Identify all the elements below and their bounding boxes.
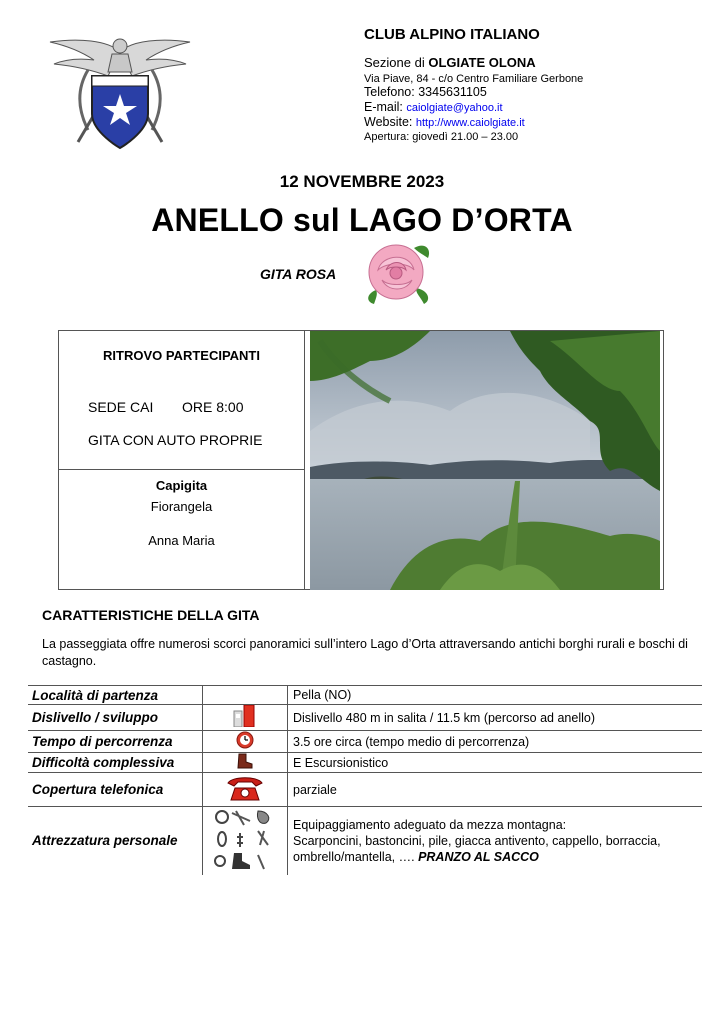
row-label: Dislivello / sviluppo	[32, 710, 159, 725]
website-line: Website: http://www.caiolgiate.it	[364, 115, 525, 129]
table-row	[28, 731, 702, 753]
table-row	[28, 705, 702, 731]
elevation-icon	[232, 705, 258, 727]
boot-icon	[236, 753, 254, 769]
table-row	[28, 753, 702, 773]
meeting-transport: GITA CON AUTO PROPRIE	[88, 432, 263, 448]
clock-icon	[235, 731, 255, 749]
row-value: E Escursionistico	[288, 753, 703, 773]
row-value	[288, 807, 703, 875]
row-icon-cell	[203, 686, 288, 705]
equipment-line: Scarponcini, bastoncini, pile, giacca antivento, cappello, borraccia,	[293, 833, 661, 848]
row-value: 3.5 ore circa (tempo medio di percorrenza)	[288, 731, 703, 753]
gear-icon	[210, 807, 280, 871]
table-row	[28, 807, 702, 875]
row-label: Copertura telefonica	[32, 782, 164, 797]
row-label: Località di partenza	[32, 687, 159, 703]
telephone-icon	[226, 775, 264, 801]
opening-hours: Apertura: giovedì 21.00 – 23.00	[364, 131, 519, 143]
leaders-title: Capigita	[155, 478, 208, 493]
meeting-time: ORE 8:00	[182, 399, 244, 415]
row-icon-cell	[203, 705, 288, 731]
table-row	[28, 686, 702, 705]
rose-icon	[362, 240, 434, 306]
lake-photo	[310, 331, 660, 590]
event-subtitle: GITA ROSA	[260, 266, 337, 282]
row-value: Pella (NO)	[288, 686, 703, 705]
row-label: Tempo di percorrenza	[32, 734, 173, 749]
section-prefix: Sezione di	[364, 55, 429, 70]
info-table	[28, 685, 702, 875]
cai-logo	[48, 30, 192, 154]
equipment-line: ombrello/mantella, …. PRANZO AL SACCO	[293, 849, 539, 864]
phone-line: Telefono: 3345631105	[364, 85, 487, 99]
features-title: CARATTERISTICHE DELLA GITA	[42, 607, 260, 623]
event-date: 12 NOVEMBRE 2023	[279, 172, 445, 191]
row-icon-cell	[203, 753, 288, 773]
event-title: ANELLO sul LAGO D’ORTA	[151, 202, 573, 238]
row-value: Dislivello 480 m in salita / 11.5 km (percorso ad anello)	[288, 705, 703, 731]
table-row	[28, 773, 702, 807]
leader-name: Fiorangela	[150, 499, 213, 514]
lunch-note: PRANZO AL SACCO	[418, 849, 539, 864]
club-name: CLUB ALPINO ITALIANO	[364, 26, 540, 43]
address: Via Piave, 84 - c/o Centro Familiare Gerbone	[364, 73, 584, 85]
meeting-place: SEDE CAI	[88, 399, 154, 415]
website-link[interactable]: http://www.caiolgiate.it	[415, 117, 525, 129]
section-line	[364, 55, 536, 70]
features-description: La passeggiata offre numerosi scorci panoramici sull’intero Lago d’Orta attraversando antichi borghi rurali e boschi di castagno.	[42, 637, 688, 668]
leader-name: Anna Maria	[148, 533, 215, 548]
row-icon-cell	[203, 731, 288, 753]
phone-number: 3345631105	[418, 85, 487, 99]
email-link[interactable]: caiolgiate@yahoo.it	[406, 102, 503, 114]
row-value: parziale	[288, 773, 703, 807]
row-icon-cell	[203, 807, 288, 875]
meeting-title: RITROVO PARTECIPANTI	[103, 348, 260, 363]
row-label: Attrezzatura personale	[32, 833, 178, 849]
email-line: E-mail: caiolgiate@yahoo.it	[364, 100, 503, 114]
section-name: OLGIATE OLONA	[428, 55, 536, 70]
row-icon-cell	[203, 773, 288, 807]
equipment-line: Equipaggiamento adeguato da mezza montagna:	[293, 817, 567, 832]
row-label: Difficoltà complessiva	[32, 755, 175, 770]
